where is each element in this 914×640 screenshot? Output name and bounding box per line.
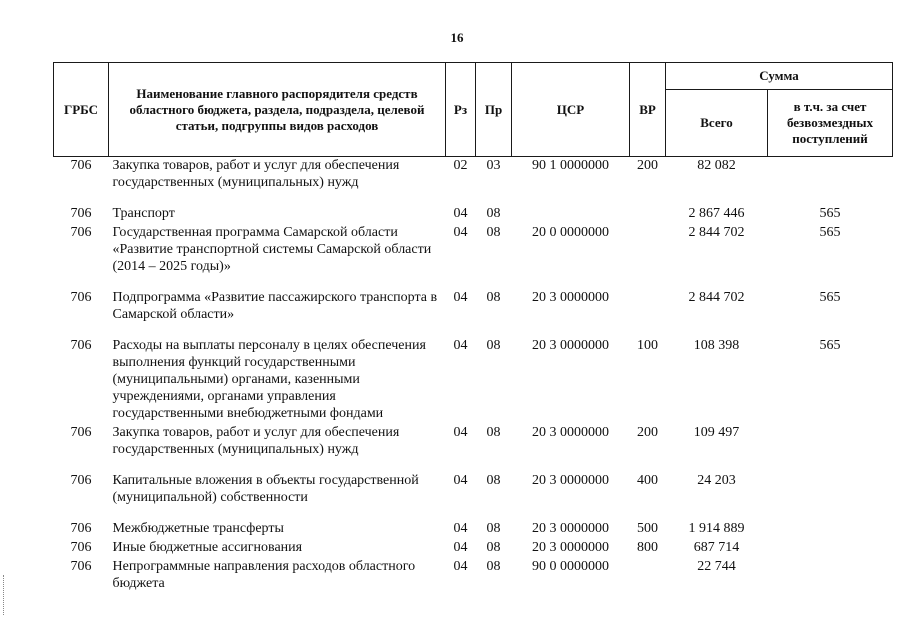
scan-margin-marks	[3, 575, 10, 615]
cell-csr: 20 3 0000000	[532, 540, 609, 555]
table-row	[54, 558, 893, 592]
cell-rz: 04	[453, 521, 468, 536]
cell-free: 565	[819, 338, 841, 353]
cell-free	[768, 520, 893, 539]
cell-rz: 04	[453, 225, 468, 240]
cell-rz: 02	[453, 158, 468, 173]
header-total: Всего	[666, 90, 768, 157]
cell-csr: 20 3 0000000	[532, 521, 609, 536]
cell-total: 109 497	[693, 425, 740, 440]
cell-grbs: 706	[70, 521, 92, 536]
cell-total: 24 203	[697, 473, 736, 488]
table-row	[54, 520, 893, 539]
cell-csr: 90 0 0000000	[532, 559, 609, 574]
cell-total: 1 914 889	[688, 521, 745, 536]
cell-pr: 08	[486, 425, 501, 440]
cell-name: Капитальные вложения в объекты государственной (муниципальной) собственности	[112, 473, 419, 505]
cell-grbs: 706	[70, 290, 92, 305]
cell-free	[768, 424, 893, 472]
cell-pr: 08	[486, 473, 501, 488]
table-row	[54, 224, 893, 289]
table-row	[54, 472, 893, 520]
page-number: 16	[450, 30, 464, 45]
header-free: в т.ч. за счет безвозмездных поступлений	[768, 90, 893, 157]
cell-vr: 800	[637, 540, 658, 555]
cell-free	[768, 558, 893, 592]
cell-csr: 20 3 0000000	[532, 338, 609, 353]
cell-total: 2 844 702	[688, 290, 745, 305]
cell-free: 565	[819, 290, 841, 305]
cell-name: Расходы на выплаты персоналу в целях обеспечения выполнения функций государственными (муниципальными) органами, казенными учреждениями, органами управления государственными внебюджетными фондами	[112, 338, 426, 421]
cell-vr: 200	[637, 425, 658, 440]
cell-name: Государственная программа Самарской области «Развитие транспортной системы Самарской области (2014 – 2025 годы)»	[112, 225, 432, 274]
cell-csr: 20 0 0000000	[532, 225, 609, 240]
cell-vr	[630, 205, 666, 224]
cell-pr: 08	[486, 540, 501, 555]
cell-free	[768, 472, 893, 520]
cell-name: Транспорт	[112, 206, 175, 221]
cell-free	[768, 157, 893, 206]
table-row	[54, 205, 893, 224]
cell-name: Подпрограмма «Развитие пассажирского транспорта в Самарской области»	[112, 290, 438, 322]
cell-pr: 08	[486, 225, 501, 240]
cell-csr: 20 3 0000000	[532, 473, 609, 488]
cell-total: 687 714	[693, 540, 740, 555]
cell-csr: 90 1 0000000	[532, 158, 609, 173]
cell-rz: 04	[453, 540, 468, 555]
cell-rz: 04	[453, 206, 468, 221]
table-row	[54, 337, 893, 424]
header-sum: Сумма	[666, 63, 893, 90]
cell-name: Закупка товаров, работ и услуг для обеспечения государственных (муниципальных) нужд	[112, 425, 400, 457]
cell-vr: 400	[637, 473, 658, 488]
cell-total: 82 082	[697, 158, 736, 173]
cell-rz: 04	[453, 425, 468, 440]
header-csr: ЦСР	[512, 63, 630, 157]
cell-pr: 08	[486, 559, 501, 574]
header-grbs: ГРБС	[54, 63, 109, 157]
cell-name: Закупка товаров, работ и услуг для обеспечения государственных (муниципальных) нужд	[112, 158, 400, 190]
cell-rz: 04	[453, 559, 468, 574]
cell-grbs: 706	[70, 559, 92, 574]
cell-name: Иные бюджетные ассигнования	[112, 540, 303, 555]
cell-free: 565	[819, 206, 841, 221]
cell-grbs: 706	[70, 158, 92, 173]
cell-vr: 200	[637, 158, 658, 173]
cell-rz: 04	[453, 473, 468, 488]
cell-pr: 08	[486, 290, 501, 305]
cell-grbs: 706	[70, 206, 92, 221]
cell-pr: 08	[486, 206, 501, 221]
budget-table	[53, 62, 893, 592]
cell-vr: 500	[637, 521, 658, 536]
table-row	[54, 289, 893, 337]
cell-vr	[630, 558, 666, 592]
cell-total: 2 844 702	[688, 225, 745, 240]
table-row	[54, 157, 893, 206]
cell-csr: 20 3 0000000	[532, 290, 609, 305]
cell-grbs: 706	[70, 473, 92, 488]
table-row	[54, 539, 893, 558]
cell-free: 565	[819, 225, 841, 240]
cell-total: 108 398	[693, 338, 740, 353]
cell-pr: 08	[486, 338, 501, 353]
cell-total: 2 867 446	[688, 206, 745, 221]
cell-pr: 08	[486, 521, 501, 536]
cell-grbs: 706	[70, 425, 92, 440]
table-row	[54, 424, 893, 472]
cell-total: 22 744	[697, 559, 736, 574]
cell-csr	[512, 205, 630, 224]
header-pr: Пр	[476, 63, 512, 157]
cell-rz: 04	[453, 338, 468, 353]
cell-vr: 100	[637, 338, 658, 353]
cell-name: Межбюджетные трансферты	[112, 521, 284, 536]
cell-rz: 04	[453, 290, 468, 305]
cell-name: Непрограммные направления расходов областного бюджета	[112, 559, 416, 591]
cell-vr	[630, 289, 666, 337]
header-name: Наименование главного распорядителя средств областного бюджета, раздела, подраздела, целевой статьи, подгруппы видов расходов	[109, 63, 446, 157]
cell-grbs: 706	[70, 225, 92, 240]
cell-grbs: 706	[70, 540, 92, 555]
cell-vr	[630, 224, 666, 289]
cell-grbs: 706	[70, 338, 92, 353]
header-rz: Рз	[446, 63, 476, 157]
cell-csr: 20 3 0000000	[532, 425, 609, 440]
cell-free	[768, 539, 893, 558]
cell-pr: 03	[486, 158, 501, 173]
header-vr: ВР	[630, 63, 666, 157]
